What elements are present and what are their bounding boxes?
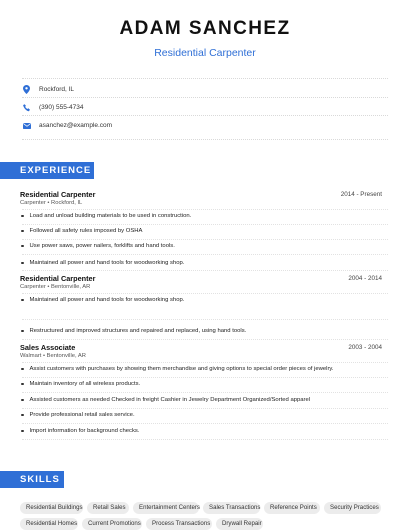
divider [22,139,388,140]
location-text: Rockford, IL [39,86,75,93]
map-pin-icon [22,85,31,94]
job-dates: 2003 - 2004 [348,344,382,351]
divider [22,377,388,378]
divider [22,423,388,424]
job-meta: Carpenter • Bentonville, AR [20,284,91,290]
divider [22,319,388,320]
contact-location [22,85,74,94]
skill-tag: Sales Transactions [203,502,260,514]
divider [22,392,388,393]
list-item: Use power saws, power nailers, forklifts and hand tools. [20,243,175,249]
phone-icon [22,103,31,112]
divider [22,270,388,271]
divider [22,293,388,294]
divider [22,439,388,440]
job-title: Residential Carpenter [20,274,96,283]
divider [22,115,388,116]
divider [22,78,388,79]
skill-tag: Current Promotions [82,518,142,530]
skill-tag: Residential Buildings [20,502,83,514]
skill-tag: Residential Homes [20,518,78,530]
job-dates: 2014 - Present [340,191,382,198]
skill-tag: Security Practices [324,502,381,514]
candidate-role: Residential Carpenter [154,47,256,59]
divider [22,339,388,340]
list-item: Load and unload building materials to be used in construction. [20,213,191,219]
skills-heading: SKILLS [0,471,64,488]
skill-tag: Drywall Repair [216,518,263,530]
divider [22,254,388,255]
list-item: Followed all safety rules imposed by OSHA [20,228,142,234]
divider [22,97,388,98]
candidate-name: ADAM SANCHEZ [119,18,291,39]
divider [22,224,388,225]
skill-tag: Reference Points [264,502,320,514]
resume-header [0,0,410,59]
list-item: Import information for background checks. [20,428,140,434]
divider [22,239,388,240]
list-item: Restructured and improved structures and repaired and replaced, using hand tools. [20,328,246,334]
skill-tag: Entertainment Centers [133,502,199,514]
skill-tag: Process Transactions [146,518,212,530]
job-meta: Carpenter • Rockford, IL [20,200,83,206]
experience-heading: EXPERIENCE [0,162,94,179]
divider [22,362,388,363]
list-item: Provide professional retail sales service. [20,412,135,418]
job-title: Sales Associate [20,343,76,352]
job-dates: 2004 - 2014 [348,275,382,282]
list-item: Assist customers with purchases by showing them merchandise and giving options to special order pieces of jewelry. [20,366,334,372]
divider [22,209,388,210]
list-item: Maintained all power and hand tools for woodworking shop. [20,297,184,303]
list-item: Assisted customers as needed Checked in freight Cashier in Jewelry Department Organized/Sorted apparel [20,397,310,403]
envelope-icon [22,121,31,130]
divider [22,408,388,409]
list-item: Maintained all power and hand tools for woodworking shop. [20,260,184,266]
skill-tag: Retail Sales [87,502,129,514]
list-item: Maintain inventory of all wireless products. [20,381,140,387]
contact-email[interactable] [22,121,112,130]
contact-phone [22,103,83,112]
job-meta: Walmart • Bentonville, AR [20,353,86,359]
email-link[interactable]: asanchez@example.com [39,122,113,129]
phone-text: (390) 555-4734 [39,104,84,111]
job-title: Residential Carpenter [20,190,96,199]
